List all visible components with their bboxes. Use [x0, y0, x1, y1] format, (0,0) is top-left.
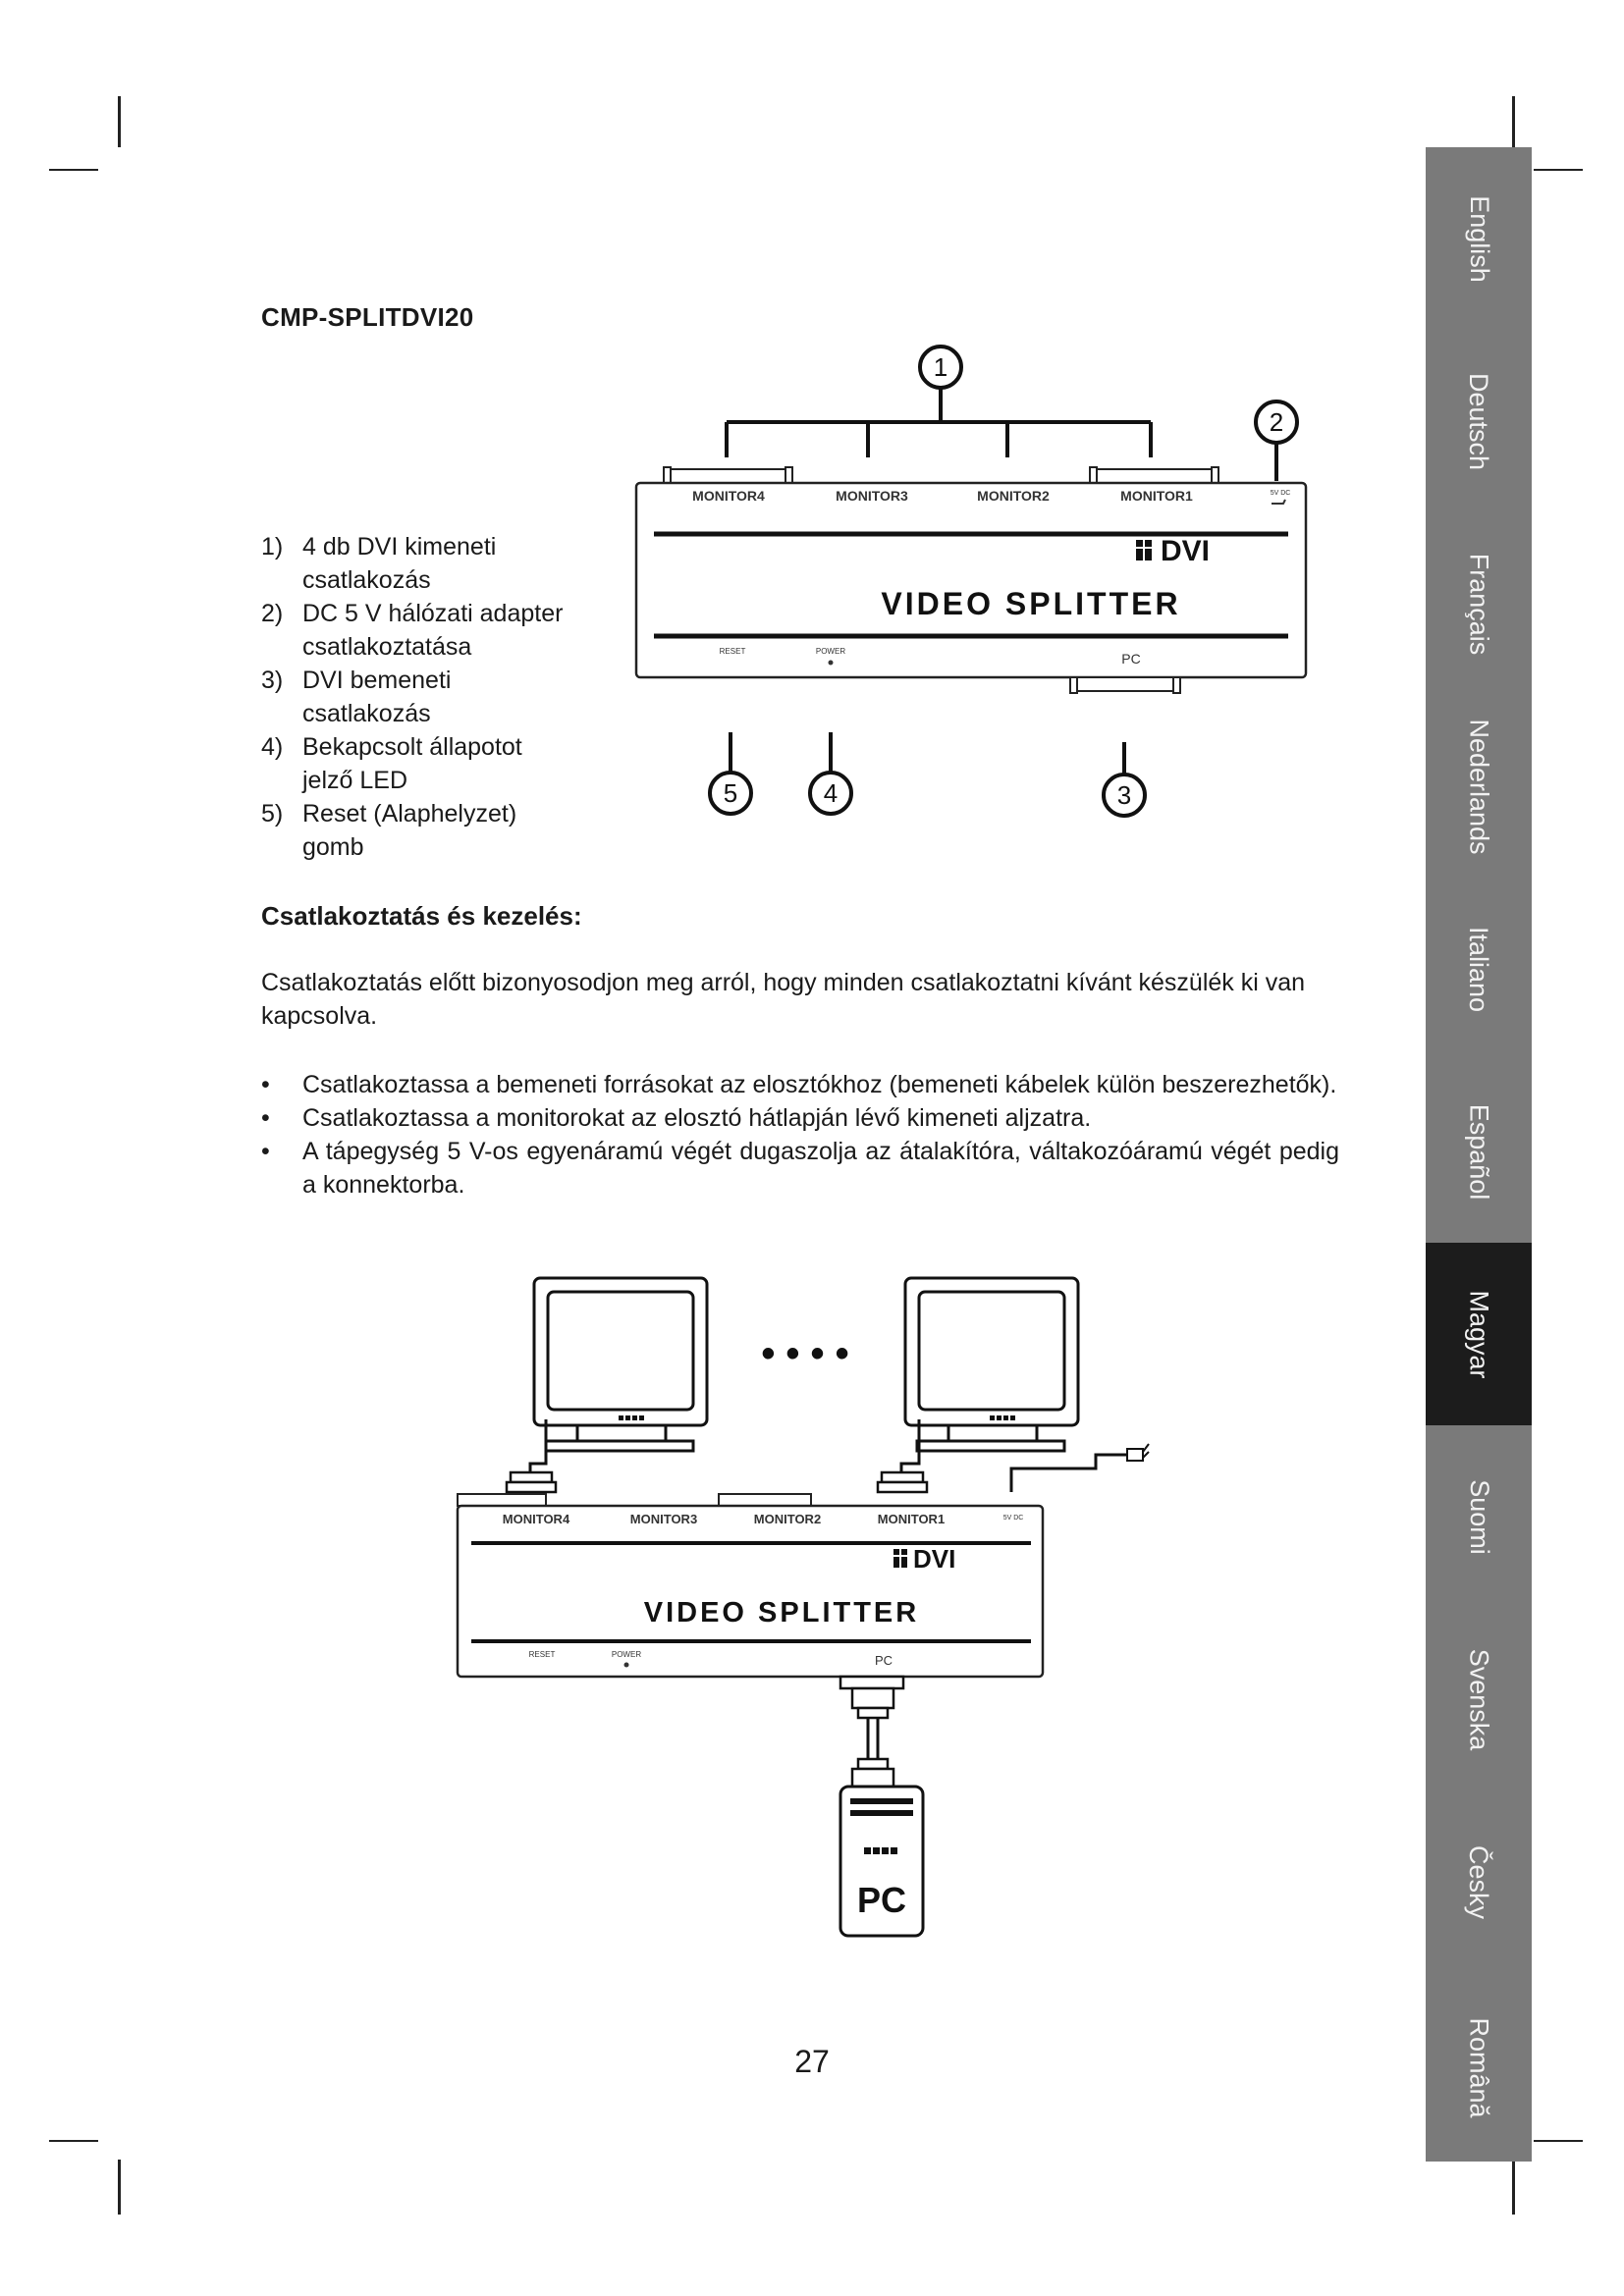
port-label: MONITOR2: [977, 488, 1050, 504]
legend-text: csatlakozás: [302, 566, 431, 594]
dc-label: 5V DC: [1002, 1515, 1024, 1522]
dvi-input-connector: [1076, 677, 1174, 691]
language-sidebar: [1426, 147, 1532, 2162]
dvi-connector: [1096, 469, 1214, 483]
legend-number: 4): [261, 733, 284, 761]
pc-port-label: PC: [1121, 651, 1141, 667]
dvi-logo-text: DVI: [913, 1544, 956, 1574]
language-tab-svenska[interactable]: [1426, 1608, 1532, 1790]
language-label: Česky: [1464, 1844, 1494, 1919]
component-legend: [261, 530, 595, 864]
power-label: POWER: [815, 647, 846, 656]
power-label: POWER: [611, 1650, 642, 1659]
dc-label: 5V DC: [1270, 490, 1291, 497]
dvi-connector: [670, 469, 787, 483]
legend-text: csatlakozás: [302, 700, 431, 727]
crop-mark: [118, 2160, 121, 2215]
legend-item: [261, 797, 595, 864]
language-label: Deutsch: [1464, 372, 1494, 470]
legend-text: gomb: [302, 833, 364, 861]
port-label: MONITOR1: [877, 1512, 946, 1526]
model-number: CMP-SPLITDVI20: [261, 302, 474, 332]
language-tab-english[interactable]: [1426, 147, 1532, 330]
crop-mark: [118, 96, 121, 147]
crop-mark: [1534, 169, 1583, 171]
reset-label: RESET: [528, 1650, 556, 1659]
language-tab-espanol[interactable]: [1426, 1060, 1532, 1243]
language-tab-suomi[interactable]: [1426, 1425, 1532, 1608]
instruction-item: [261, 1068, 1339, 1101]
splitter-title: VIDEO SPLITTER: [881, 586, 1181, 621]
legend-number: 2): [261, 600, 284, 627]
crop-mark: [1534, 2140, 1583, 2142]
legend-text: jelző LED: [302, 767, 407, 794]
port-label: MONITOR2: [753, 1512, 822, 1526]
bullet-marker: •: [261, 1138, 270, 1165]
language-label: English: [1464, 194, 1494, 283]
callout-number: 2: [1269, 407, 1284, 437]
legend-number: 1): [261, 533, 284, 561]
callout-number: 1: [933, 352, 948, 382]
bullet-marker: •: [261, 1071, 270, 1098]
legend-item: [261, 730, 595, 797]
language-tab-nederlands[interactable]: [1426, 695, 1532, 878]
language-label: Magyar: [1464, 1289, 1494, 1379]
intro-paragraph: Csatlakoztatás előtt bizonyosodjon meg arról, hogy minden csatlakoztatni kívánt készülék ki van kapcsolva.: [261, 969, 1306, 1030]
port-label: MONITOR4: [502, 1512, 570, 1526]
callout-number: 4: [823, 778, 839, 808]
pc-port-label: PC: [874, 1653, 893, 1668]
callout-number: 5: [723, 778, 738, 808]
crop-mark: [49, 2140, 98, 2142]
legend-text: Bekapcsolt állapotot: [302, 733, 522, 761]
language-tab-francais[interactable]: [1426, 512, 1532, 695]
legend-text: DVI bemeneti: [302, 667, 452, 694]
port-label: MONITOR4: [692, 488, 765, 504]
dvi-cable-connector: [852, 1759, 893, 1789]
language-label: Nederlands: [1464, 718, 1494, 855]
language-label: Français: [1464, 553, 1494, 655]
crop-mark: [1512, 96, 1515, 147]
power-led: [829, 661, 834, 666]
legend-item: [261, 664, 595, 730]
legend-text: csatlakoztatása: [302, 633, 472, 661]
legend-item: [261, 597, 595, 664]
language-label: Română: [1464, 2016, 1494, 2118]
port-label: MONITOR3: [836, 488, 908, 504]
language-label: Suomi: [1464, 1478, 1494, 1555]
legend-text: 4 db DVI kimeneti: [302, 533, 497, 561]
dvi-logo-text: DVI: [1161, 535, 1211, 567]
instruction-text: Csatlakoztassa a bemeneti forrásokat az elosztókhoz (bemeneti kábelek külön beszerezhetők).: [302, 1071, 1337, 1098]
power-led: [624, 1663, 629, 1668]
legend-number: 5): [261, 800, 284, 828]
port-label: MONITOR1: [1120, 488, 1193, 504]
section-heading: Csatlakoztatás és kezelés:: [261, 901, 582, 931]
callout-number: 3: [1116, 780, 1132, 810]
monitor-icon: [905, 1278, 1078, 1451]
language-label: Italiano: [1464, 926, 1494, 1012]
pc-label: PC: [856, 1880, 907, 1920]
language-tab-romana[interactable]: [1426, 1973, 1532, 2162]
instruction-item: [261, 1101, 1339, 1135]
port-label: MONITOR3: [629, 1512, 698, 1526]
language-tab-cesky[interactable]: [1426, 1790, 1532, 1973]
instruction-text: Csatlakoztassa a monitorokat az elosztó hátlapján lévő kimeneti aljzatra.: [302, 1104, 1092, 1132]
monitor-ellipsis: • • • •: [761, 1332, 849, 1375]
language-tab-magyar[interactable]: [1426, 1243, 1532, 1425]
language-label: Español: [1464, 1103, 1494, 1200]
legend-text: Reset (Alaphelyzet): [302, 800, 517, 828]
splitter-title: VIDEO SPLITTER: [643, 1597, 920, 1629]
device-diagram: [628, 342, 1316, 842]
language-tab-deutsch[interactable]: [1426, 330, 1532, 512]
instruction-list: [261, 1068, 1339, 1201]
crop-mark: [49, 169, 98, 171]
legend-text: DC 5 V hálózati adapter: [302, 600, 564, 627]
dvi-cable-connector: [840, 1677, 903, 1718]
reset-label: RESET: [719, 647, 746, 656]
dvi-cable-connector: [507, 1472, 927, 1492]
instruction-text: A tápegység 5 V-os egyenáramú végét dugaszolja az átalakítóra, váltakozóáramú végét pedig a konnektorba.: [302, 1138, 1339, 1199]
language-label: Svenska: [1464, 1648, 1494, 1750]
legend-number: 3): [261, 667, 284, 694]
language-tab-italiano[interactable]: [1426, 878, 1532, 1060]
instruction-item: [261, 1135, 1339, 1201]
monitor-icon: [534, 1278, 707, 1451]
crop-mark: [1512, 2160, 1515, 2215]
connection-diagram: [448, 1272, 1155, 1979]
legend-item: [261, 530, 595, 597]
power-plug-icon: [1127, 1444, 1149, 1461]
bullet-marker: •: [261, 1104, 270, 1132]
page-number: 27: [794, 2044, 830, 2079]
